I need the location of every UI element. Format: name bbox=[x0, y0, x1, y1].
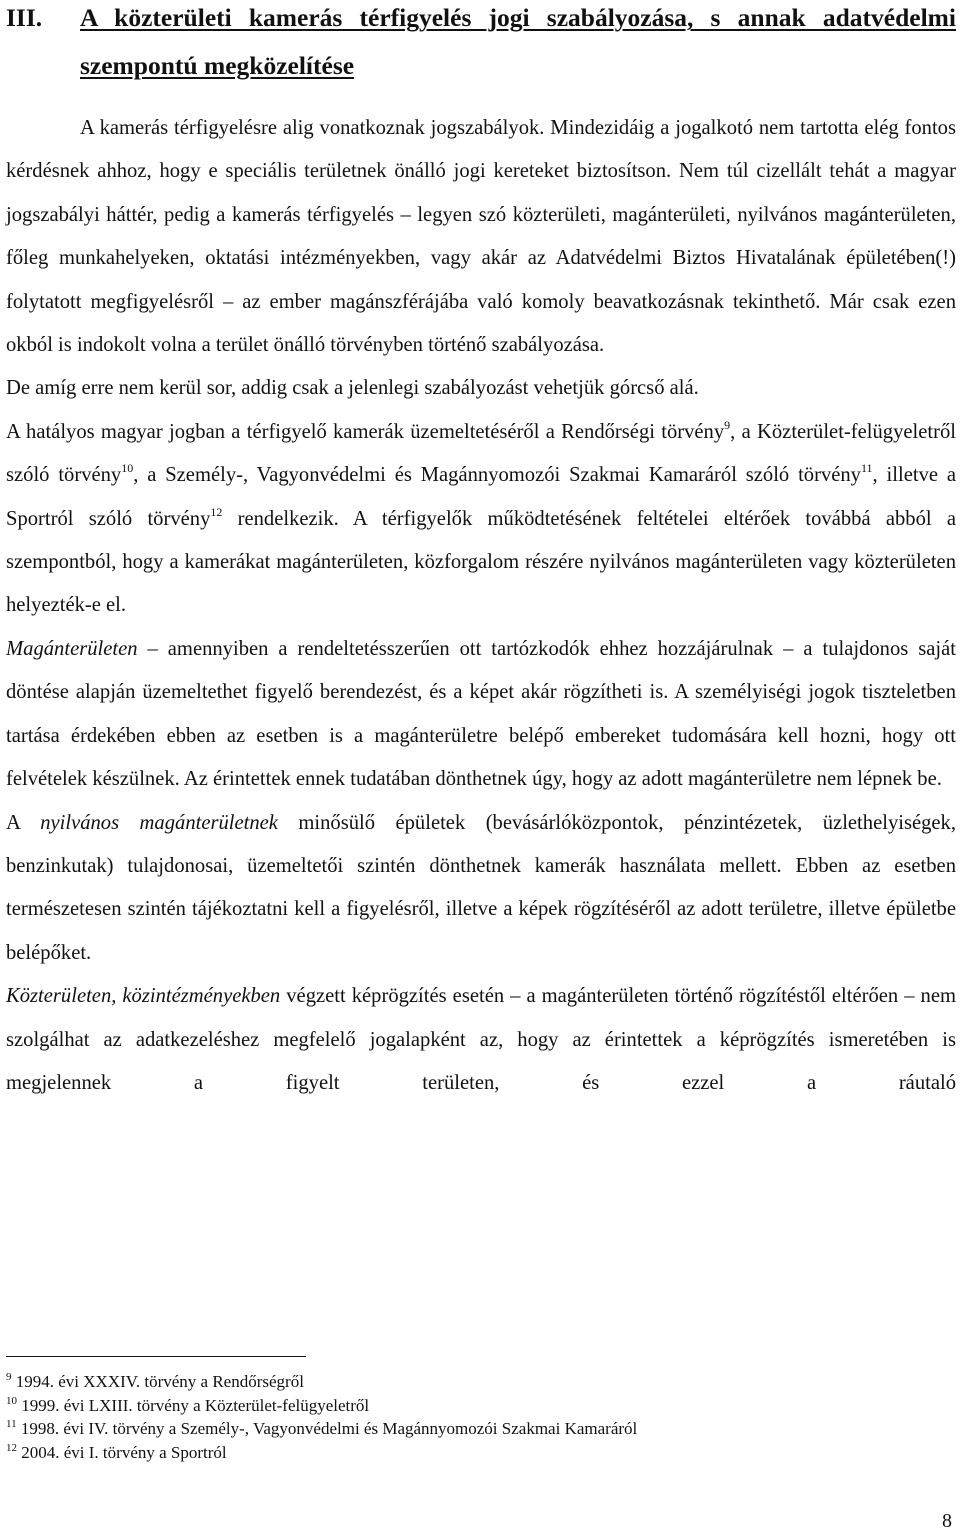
paragraph-legislation bbox=[6, 411, 956, 628]
footnote-10 bbox=[6, 1394, 906, 1418]
term-public-area: Közterületen, közintézményekben bbox=[6, 985, 281, 1008]
paragraph-private-area bbox=[6, 628, 956, 802]
section-title: A közterületi kamerás térfigyelés jogi szabályozása, s annak adatvédelmi szempontú megközelítése bbox=[80, 3, 956, 80]
footnote-number: 9 bbox=[6, 1371, 12, 1383]
body-text bbox=[6, 107, 956, 1105]
legislation-text-3: , a Személy-, Vagyonvédelmi és Magánnyomozói Szakmai Kamaráról szóló törvény bbox=[133, 464, 861, 487]
footnote-text: 1994. évi XXXIV. törvény a Rendőrségről bbox=[11, 1372, 304, 1391]
private-area-text: – amennyiben a rendeltetésszerűen ott tartózkodók ehhez hozzájárulnak – a tulajdonos saját döntése alapján üzemeltethet figyelő berendezést, és a képet akár rögzítheti is. A személyiségi jogok tiszteletben tartása érdekében ebben az esetben is a magánterületre belépő embereket tudomására kell hozni, hogy ott felvételek készülnek. Az érintettek ennek tudatában dönthetnek úgy, hogy az adott magánterületre nem lépnek be. bbox=[6, 637, 956, 791]
footnote-ref-12[interactable]: 12 bbox=[210, 504, 223, 519]
term-public-private-area: nyilvános magánterületnek bbox=[40, 811, 278, 834]
paragraph-public-private-area bbox=[6, 802, 956, 976]
legislation-text-2: , a Közterület-felügyeletről szóló törvény bbox=[6, 420, 956, 487]
footnote-separator bbox=[6, 1356, 306, 1357]
page-number: 8 bbox=[942, 1510, 952, 1532]
legislation-text-1: A hatályos magyar jogban a térfigyelő kamerák üzemeltetéséről a Rendőrségi törvény bbox=[6, 420, 725, 443]
legislation-text-5: rendelkezik. A térfigyelők működtetésének feltételei eltérőek továbbá abból a szempontból, hogy a kamerákat magánterületen, közforgalom részére nyilvános magánterületen vagy közterületen helyezték-e el. bbox=[6, 507, 956, 617]
footnote-9 bbox=[6, 1370, 906, 1394]
legislation-text-4: , illetve a Sportról szóló törvény bbox=[6, 464, 956, 530]
footnote-text: 1998. évi IV. törvény a Személy-, Vagyonvédelmi és Magánnyomozói Szakmai Kamaráról bbox=[16, 1419, 638, 1438]
footnote-12 bbox=[6, 1441, 906, 1465]
footnote-ref-11[interactable]: 11 bbox=[860, 461, 873, 476]
public-area-text: végzett képrögzítés esetén – a magánterületen történő rögzítéstől eltérően – nem szolgálhat az adatkezeléshez megfelelő jogalapként az, hogy az érintettek a képrögzítés ismeretében is megjelennek a figyelt területen, és ezzel a ráutaló bbox=[6, 985, 957, 1094]
footnote-number: 11 bbox=[6, 1418, 17, 1430]
paragraph-transition: De amíg erre nem kerül sor, addig csak a jelenlegi szabályozást vehetjük górcső alá. bbox=[6, 377, 699, 400]
footnote-text: 2004. évi I. törvény a Sportról bbox=[17, 1442, 227, 1462]
footnote-ref-9[interactable]: 9 bbox=[724, 417, 731, 432]
paragraph-public-area bbox=[6, 975, 956, 1105]
section-number: III. bbox=[6, 3, 43, 32]
section-heading bbox=[6, 0, 956, 90]
footnotes bbox=[6, 1370, 906, 1464]
footnote-number: 10 bbox=[6, 1394, 17, 1407]
public-private-text: minősülő épületek (bevásárlóközpontok, pénzintézetek, üzlethelyiségek, benzinkutak) tulajdonosai, üzemeltetői szintén dönthetnek kamerák használata mellett. Ebben az esetben természetesen szintén tájékoztatni kell a figyelésről, illetve a képek rögzítéséről az adott területre, illetve épületbe belépőket. bbox=[6, 811, 956, 964]
footnote-text: 1999. évi LXIII. törvény a Közterület-felügyeletről bbox=[17, 1395, 370, 1415]
public-private-prefix: A bbox=[6, 811, 41, 834]
footnote-ref-10[interactable]: 10 bbox=[121, 461, 134, 476]
footnote-number: 12 bbox=[6, 1441, 17, 1454]
term-private-area: Magánterületen bbox=[6, 637, 138, 660]
paragraph-intro: A kamerás térfigyelésre alig vonatkoznak jogszabályok. Mindezidáig a jogalkotó nem tartotta elég fontos kérdésnek ahhoz, hogy e speciális területnek önálló jogi kereteket biztosítson. Nem túl cizellált tehát a magyar jogszabályi háttér, pedig a kamerás térfigyelés – legyen szó közterületi, magánterületi, nyilvános magánterületen, főleg munkahelyeken, oktatási intézményekben, vagy akár az Adatvédelmi Biztos Hivatalának épületében(!) folytatott megfigyelésről – az ember magánszférájába való komoly beavatkozásnak tekinthető. Már csak ezen okból is indokolt volna a terület önálló törvényben történő szabályozása. bbox=[6, 117, 956, 357]
footnote-11 bbox=[6, 1417, 906, 1441]
